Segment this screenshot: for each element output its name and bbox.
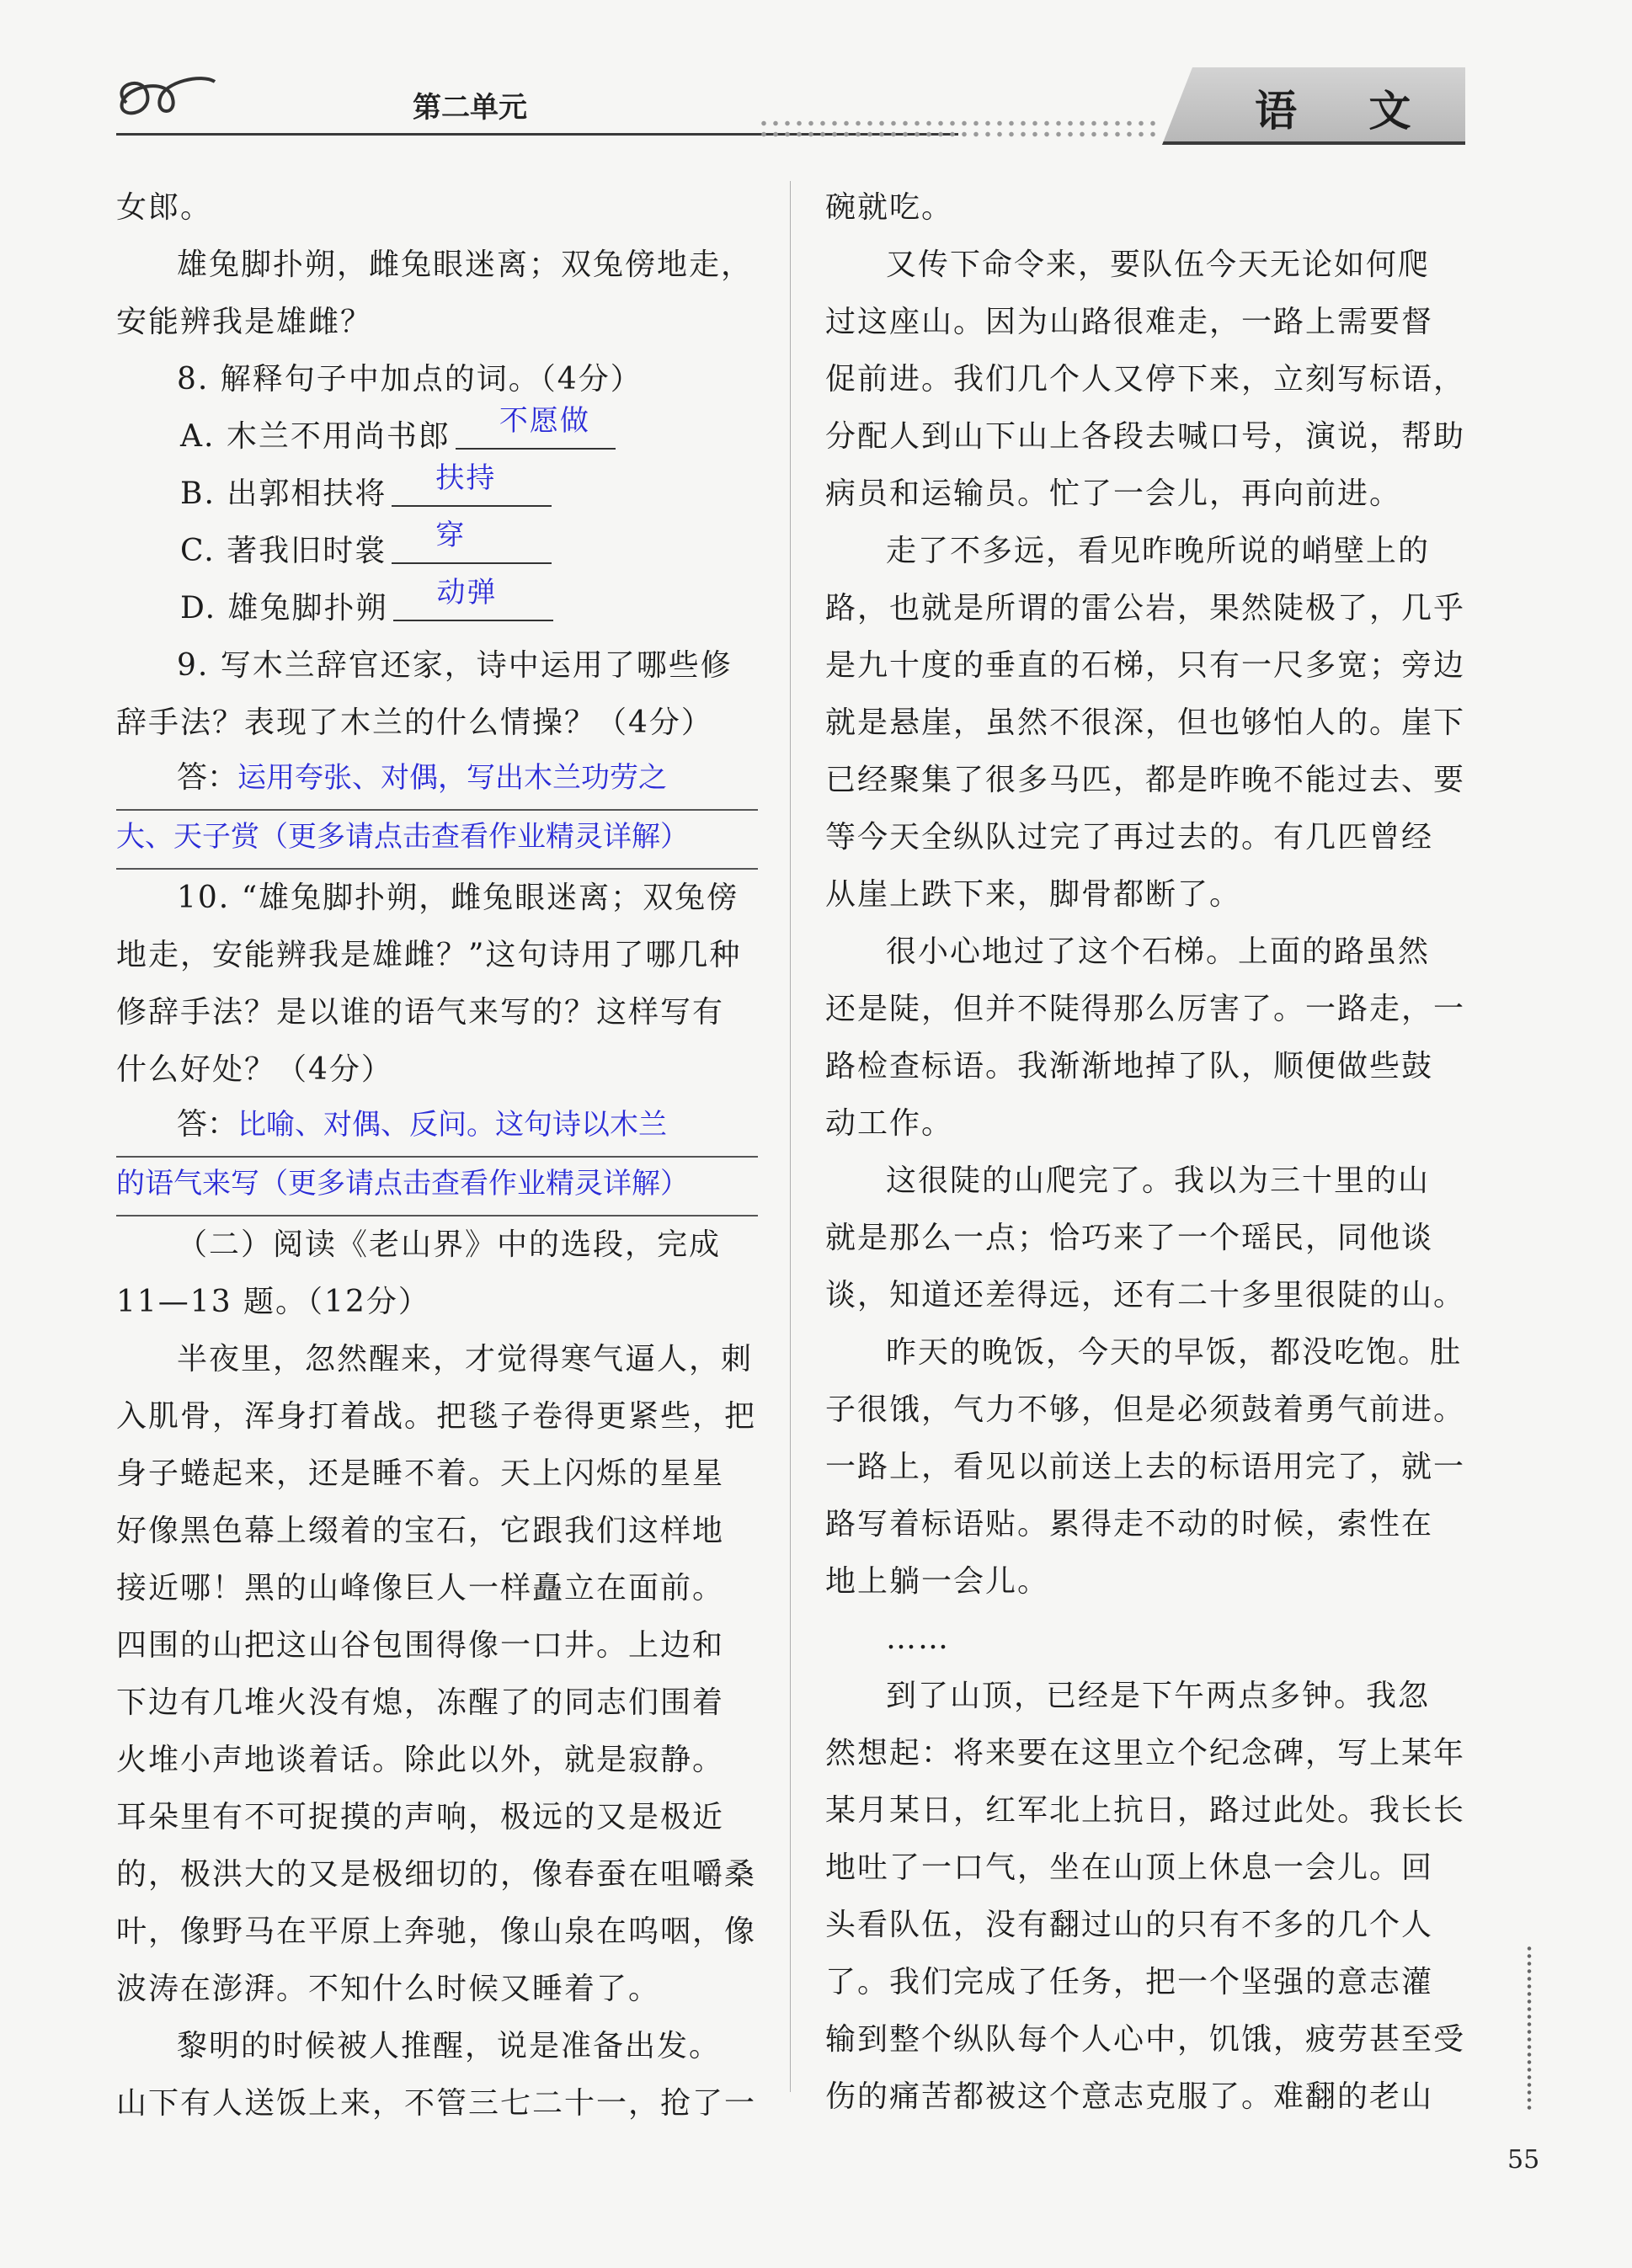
handwritten-answer: 大、天子赏（更多请点击查看作业精灵详解） <box>116 820 689 854</box>
answer-line[interactable] <box>116 1158 758 1217</box>
passage-line: 头看队伍，没有翻过山的只有不多的几个人 <box>825 1908 1434 1942</box>
question-10-cont: 修辞手法？是以谁的语气来写的？这样写有 <box>116 995 725 1030</box>
handwritten-answer: 运用夸张、对偶，写出木兰功劳之 <box>237 761 668 795</box>
passage-line: 下边有几堆火没有熄，冻醒了的同志们围着 <box>116 1685 725 1720</box>
handwritten-answer: 的语气来写（更多请点击查看作业精灵详解） <box>116 1167 689 1201</box>
passage-line: 黎明的时候被人推醒，说是准备出发。 <box>177 2029 722 2063</box>
column-divider <box>790 181 791 2092</box>
section-heading-cont: 11—13 题。（12分） <box>116 1285 430 1319</box>
margin-dot-column <box>1526 1945 1533 2113</box>
passage-line: 身子蜷起来，还是睡不着。天上闪烁的星星 <box>116 1456 725 1491</box>
passage-line: 走了不多远，看见昨晚所说的峭壁上的 <box>886 534 1431 568</box>
question-10: 10. “雄兔脚扑朔，雌兔眼迷离；双兔傍 <box>177 881 739 915</box>
passage-line: 过这座山。因为山路很难走，一路上需要督 <box>825 305 1434 339</box>
passage-line: 路写着标语贴。累得走不动的时候，索性在 <box>825 1507 1434 1541</box>
passage-line: 火堆小声地谈着话。除此以外，就是寂静。 <box>116 1743 725 1777</box>
answer-line[interactable] <box>116 1099 758 1158</box>
dotted-word: 扶 <box>323 476 355 511</box>
passage-line: 病员和运输员。忙了一会儿，再向前进。 <box>825 476 1402 511</box>
passage-line: 叶，像野马在平原上奔驰，像山泉在呜咽，像 <box>116 1914 757 1949</box>
passage-line: 就是那么一点；恰巧来了一个瑶民，同他谈 <box>825 1221 1434 1255</box>
q8-item-text: 朔 <box>355 591 388 626</box>
left-column <box>116 179 758 2132</box>
handwritten-answer: 比喻、对偶、反问。这句诗以木兰 <box>237 1108 668 1142</box>
passage-line: 地吐了一口气，坐在山顶上休息一会儿。回 <box>825 1850 1434 1885</box>
answer-label: 答： <box>177 1107 238 1142</box>
passage-line: 四围的山把这山谷包围得像一口井。上边和 <box>116 1628 725 1663</box>
answer-blank[interactable] <box>392 461 552 507</box>
passage-line: 这很陡的山爬完了。我以为三十里的山 <box>886 1163 1431 1198</box>
passage-line: 分配人到山下山上各段去喊口号，演说，帮助 <box>825 419 1466 454</box>
subject-title: 语 文 <box>1255 87 1440 136</box>
passage-line: 接近哪！黑的山峰像巨人一样矗立在面前。 <box>116 1571 725 1605</box>
question-9-cont: 辞手法？表现了木兰的什么情操？（4分） <box>116 705 713 740</box>
handwritten-answer: 动弹 <box>436 576 498 610</box>
answer-line[interactable] <box>116 811 758 870</box>
passage-line: 还是陡，但并不陡得那么厉害了。一路走，一 <box>825 992 1466 1026</box>
passage-line: 又传下命令来，要队伍今天无论如何爬 <box>886 248 1431 282</box>
passage-line: 从崖上跌下来，脚骨都断了。 <box>825 877 1242 912</box>
passage-line: …… <box>886 1621 950 1656</box>
passage-line: 路检查标语。我渐渐地掉了队，顺便做些鼓 <box>825 1049 1434 1083</box>
poem-line: 安能辨我是雄雌？ <box>116 305 373 339</box>
q8-item-d <box>116 576 758 637</box>
passage-line: 山下有人送饭上来，不管三七二十一，抢了一 <box>116 2086 757 2121</box>
passage-line: 是九十度的垂直的石梯，只有一尺多宽；旁边 <box>825 648 1466 683</box>
answer-blank[interactable] <box>393 576 553 621</box>
question-10-cont: 地走，安能辨我是雄雌？”这句诗用了哪几种 <box>116 938 742 972</box>
passage-line: 就是悬崖，虽然不很深，但也够怕人的。崖下 <box>825 705 1466 740</box>
passage-line: 伤的痛苦都被这个意志克服了。难翻的老山 <box>825 2079 1434 2114</box>
answer-label: 答： <box>177 760 238 795</box>
section-heading: （二）阅读《老山界》中的选段，完成 <box>177 1227 722 1262</box>
passage-line: 好像黑色幕上缀着的宝石，它跟我们这样地 <box>116 1514 725 1548</box>
passage-line: 很小心地过了这个石梯。上面的路虽然 <box>886 934 1431 969</box>
question-8: 8. 解释句子中加点的词。（4分） <box>177 362 643 397</box>
right-column <box>825 179 1465 2126</box>
passage-line: 一路上，看见以前送上去的标语用完了，就一 <box>825 1450 1466 1484</box>
dotted-word: 不用 <box>290 419 355 454</box>
passage-line: 已经聚集了很多马匹，都是昨晚不能过去、要 <box>825 763 1466 797</box>
passage-line: 输到整个纵队每个人心中，饥饿，疲劳甚至受 <box>825 2022 1466 2057</box>
passage-line: 等今天全纵队过完了再过去的。有几匹曾经 <box>825 820 1434 854</box>
passage-line: 半夜里，忽然醒来，才觉得寒气逼人，刺 <box>177 1342 754 1376</box>
dotted-word: 扑 <box>323 591 356 626</box>
passage-line: 然想起：将来要在这里立个纪念碑，写上某年 <box>825 1736 1466 1770</box>
q8-item-text: A. 木兰 <box>180 419 291 454</box>
header-dot-band <box>758 118 1162 140</box>
passage-line: 到了山顶，已经是下午两点多钟。我忽 <box>886 1679 1431 1713</box>
passage-line: 耳朵里有不可捉摸的声响，极远的又是极近 <box>116 1800 725 1834</box>
q8-item-text: B. 出郭相 <box>180 476 323 511</box>
answer-blank[interactable] <box>456 404 616 450</box>
passage-line: 动工作。 <box>825 1106 954 1141</box>
passage-line: 路，也就是所谓的雷公岩，果然陡极了，几乎 <box>825 591 1466 626</box>
page-number: 55 <box>1507 2145 1540 2175</box>
q8-item-text: 将 <box>355 476 387 511</box>
unit-title: 第二单元 <box>413 91 527 125</box>
passage-line: 谈，知道还差得远，还有二十多里很陡的山。 <box>825 1278 1466 1312</box>
handwritten-answer: 穿 <box>435 519 467 552</box>
passage-line: 促前进。我们几个人又停下来，立刻写标语， <box>825 362 1466 397</box>
swirl-logo-icon <box>109 69 219 128</box>
passage-line: 碗就吃。 <box>825 190 954 225</box>
passage-line: 子很饿，气力不够，但是必须鼓着勇气前进。 <box>825 1392 1466 1427</box>
q8-item-text: 我旧时裳 <box>259 534 387 568</box>
q8-item-text: 尚书郎 <box>354 419 451 454</box>
dotted-word: 著 <box>227 534 259 568</box>
passage-line: 了。我们完成了任务，把一个坚强的意志灌 <box>825 1965 1434 1999</box>
passage-line: 的，极洪大的又是极细切的，像春蚕在咀嚼桑 <box>116 1857 757 1892</box>
answer-blank[interactable] <box>392 519 552 564</box>
question-10-cont: 什么好处？（4分） <box>116 1052 393 1087</box>
q8-item-text: C. <box>180 534 227 568</box>
text-line: 女郎。 <box>116 190 213 225</box>
q8-item-text: D. 雄兔脚 <box>180 591 324 626</box>
passage-line: 某月某日，红军北上抗日，路过此处。我长长 <box>825 1793 1466 1828</box>
poem-line: 雄兔脚扑朔，雌兔眼迷离；双兔傍地走， <box>177 248 754 282</box>
passage-line: 入肌骨，浑身打着战。把毯子卷得更紧些，把 <box>116 1399 757 1434</box>
answer-line[interactable] <box>116 752 758 811</box>
question-9: 9. 写木兰辞官还家，诗中运用了哪些修 <box>177 648 733 683</box>
passage-line: 昨天的晚饭，今天的早饭，都没吃饱。肚 <box>886 1335 1463 1370</box>
passage-line: 波涛在澎湃。不知什么时候又睡着了。 <box>116 1972 661 2006</box>
handwritten-answer: 不愿做 <box>499 404 590 438</box>
handwritten-answer: 扶持 <box>435 461 497 495</box>
passage-line: 地上躺一会儿。 <box>825 1564 1050 1599</box>
